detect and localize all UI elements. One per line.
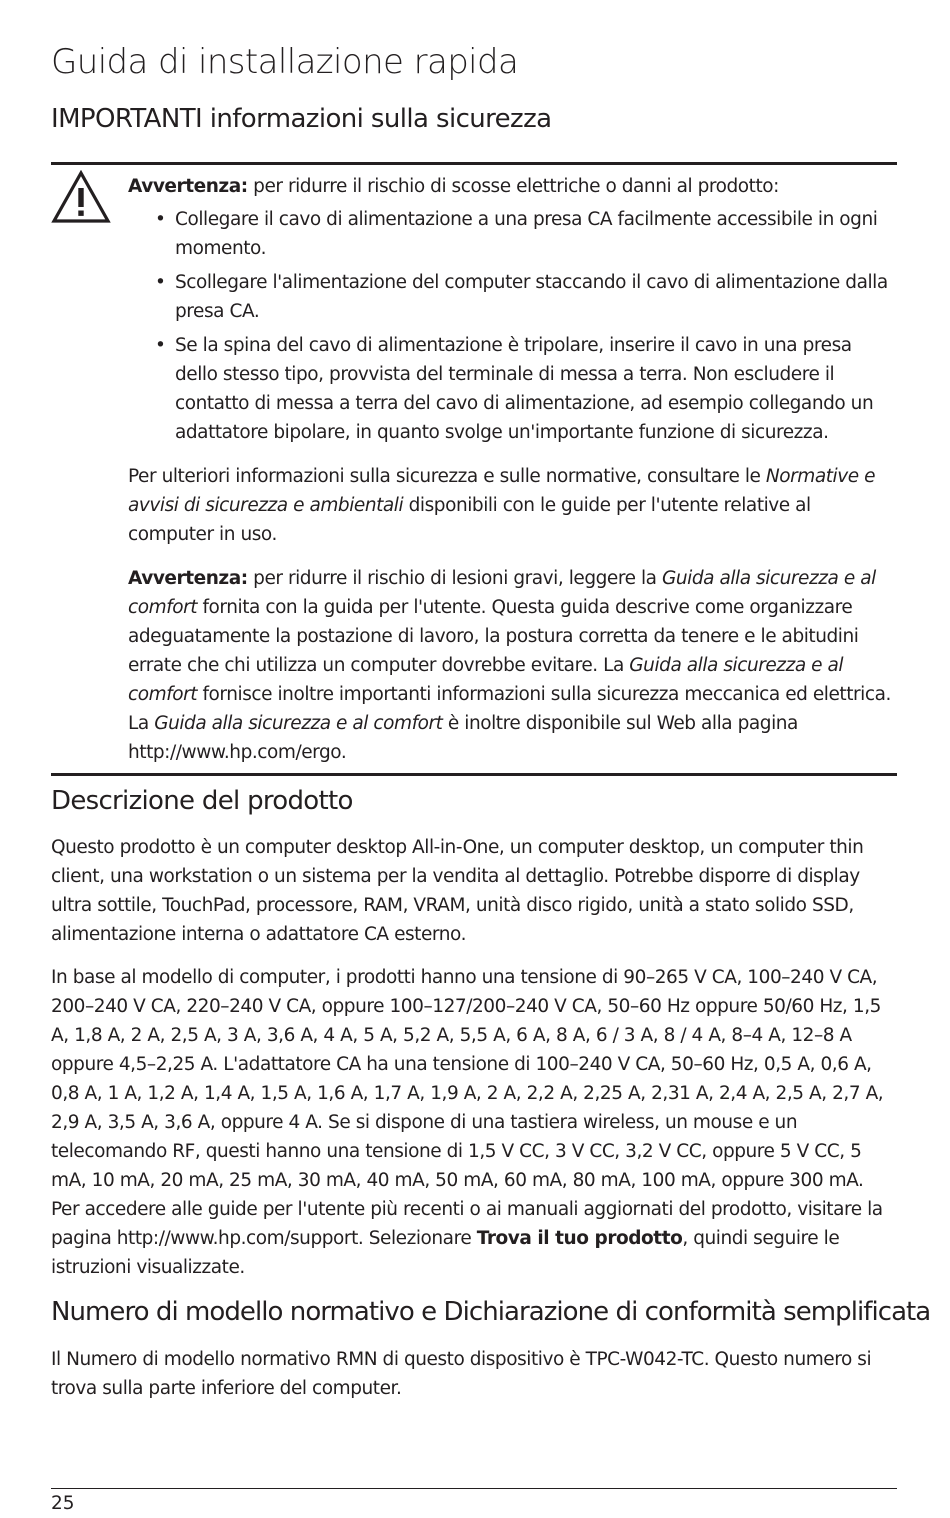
safety-info-paragraph: Per ulteriori informazioni sulla sicurezza e sulle normative, consultare le Normative e avvisi di sicurezza e ambientali disponibili con le guide per l'utente relative al computer in uso. [128,466,876,545]
top-divider [51,162,897,165]
section-divider [51,773,897,776]
model-paragraph: Il Numero di modello normativo RMN di questo dispositivo è TPC-W042-TC. Questo numero si trova sulla parte inferiore del computer. [51,1349,872,1399]
page-title: Guida di installazione rapida [51,42,519,82]
warning-triangle-icon [51,170,111,224]
list-item: • Se la spina del cavo di alimentazione è tripolare, inserire il cavo in una presa dello stesso tipo, provvista del terminale di messa a terra. Non escludere il contatto di messa a terra del cavo di alimentazione, ad esempio collegando un adattatore bipolare, in quanto svolge un'importante funzione di sicurezza. [175,331,898,447]
model-heading: Numero di modello normativo e Dichiarazione di conformità semplificata [51,1297,931,1327]
product-heading: Descrizione del prodotto [51,786,353,816]
specs-paragraph: In base al modello di computer, i prodotti hanno una tensione di 90–265 V CA, 100–240 V CA, 200–240 V CA, 220–240 V CA, oppure 100–127/200–240 V CA, 50–60 Hz oppure 50/60 Hz, 1,5 A, 1,8 A, 2 A, 2,5 A, 3 A, 3,6 A, 4 A, 5 A, 5,2 A, 5,5 A, 6 A, 8 A, 6 / 3 A, 8 / 4 A, 8–4 A, 12–8 A oppure 4,5–2,25 A. L'adattatore CA ha una tensione di 100–240 V CA, 50–60 Hz, 0,5 A, 0,6 A, 0,8 A, 1 A, 1,2 A, 1,4 A, 1,5 A, 1,6 A, 1,7 A, 1,9 A, 2 A, 2,2 A, 2,25 A, 2,31 A, 2,4 A, 2,5 A, 2,7 A, 2,9 A, 3,5 A, 3,6 A, oppure 4 A. Se si dispone di una tastiera wireless, un mouse e un telecomando RF, questi hanno una tensione di 1,5 V CC, 3 V CC, 3,2 V CC, oppure 5 V CC, 5 mA, 10 mA, 20 mA, 25 mA, 30 mA, 40 mA, 50 mA, 60 mA, 80 mA, 100 mA, oppure 300 mA. Per accedere alle guide per l'utente più recenti o ai manuali aggiornati del prodotto, visitare la pagina http://www.hp.com/support. Selezionare Trova il tuo prodotto, quindi seguire le istruzioni visualizzate. [51,967,884,1278]
warning-bullets [128,205,898,447]
find-product-label: Trova il tuo prodotto [476,1228,683,1249]
product-paragraph: Questo prodotto è un computer desktop All-in-One, un computer desktop, un computer thin client, una workstation o un sistema per la vendita al dettaglio. Potrebbe disporre di display ultra sottile, TouchPad, processore, RAM, VRAM, unità disco rigido, unità a stato solido SSD, alimentazione interna o adattatore CA esterno. [51,837,864,945]
warning-label: Avvertenza: [128,568,248,589]
comfort-warning-paragraph: Avvertenza: per ridurre il rischio di lesioni gravi, leggere la Guida alla sicurezza e al comfort fornita con la guida per l'utente. Questa guida descrive come organizzare adeguatamente la postazione di lavoro, la postura corretta da tenere e le abitudini errate che chi utilizza un computer dovrebbe evitare. La Guida alla sicurezza e al comfort fornisce inoltre importanti informazioni sulla sicurezza meccanica ed elettrica. La Guida alla sicurezza e al comfort è inoltre disponibile sul Web alla pagina http://www.hp.com/ergo. [128,568,891,763]
list-item: • Scollegare l'alimentazione del computer staccando il cavo di alimentazione dalla presa CA. [175,268,898,326]
page-number: 25 [51,1493,75,1514]
warning-block [128,172,898,767]
footer-divider [51,1488,897,1489]
list-item: • Collegare il cavo di alimentazione a una presa CA facilmente accessibile in ogni momento. [175,205,898,263]
safety-subtitle: IMPORTANTI informazioni sulla sicurezza [51,104,552,134]
warning-label: Avvertenza: [128,176,248,197]
warning-intro: Avvertenza: per ridurre il rischio di scosse elettriche o danni al prodotto: [128,176,779,197]
